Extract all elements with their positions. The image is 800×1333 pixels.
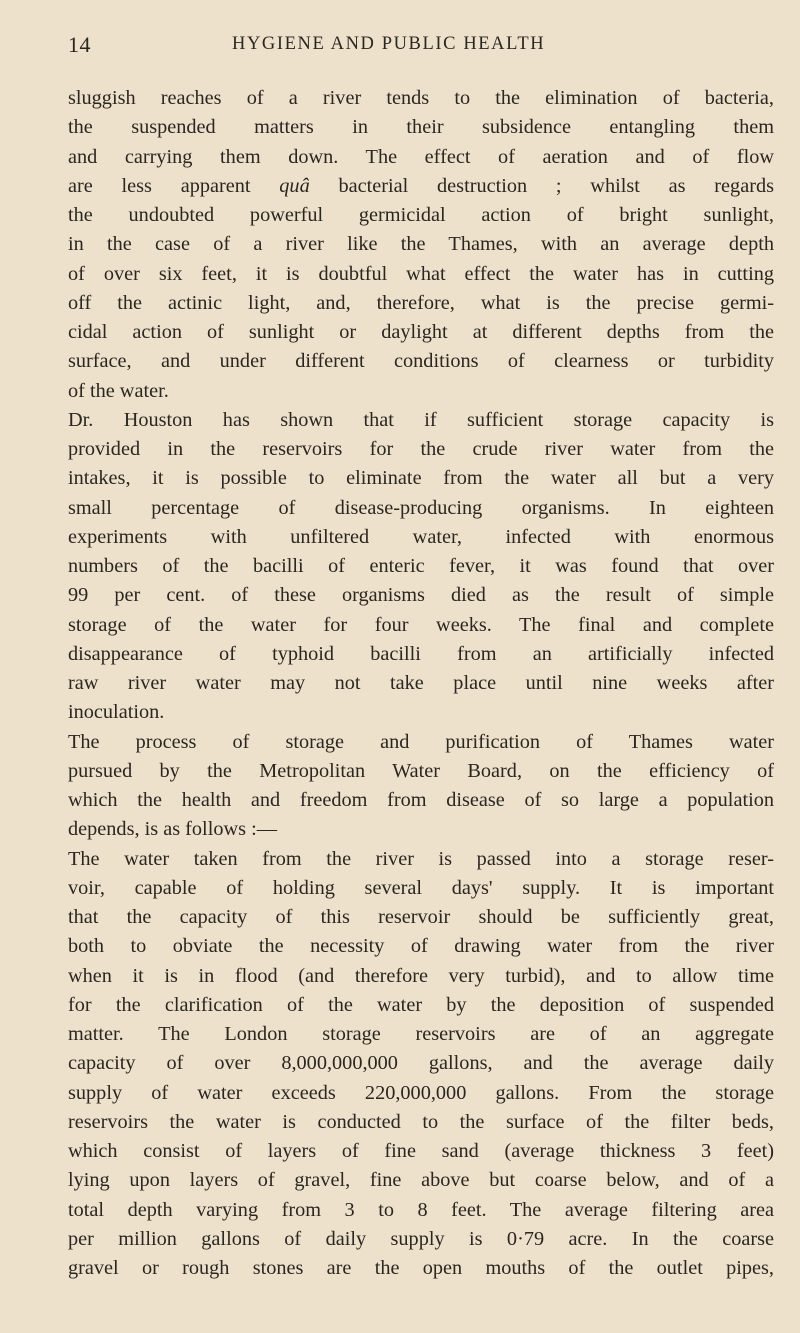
text-line: total depth varying from 3 to 8 feet. The average filtering area bbox=[68, 1198, 774, 1221]
text-line: intakes, it is possible to eliminate from the water all but a very bbox=[68, 467, 774, 490]
text-line: gravel or rough stones are the open mouths of the outlet pipes, bbox=[68, 1257, 774, 1279]
text-line: provided in the reservoirs for the crude river water from the bbox=[68, 438, 774, 460]
text-line: for the clarification of the water by the deposition of suspended bbox=[68, 993, 774, 1016]
text-line: supply of water exceeds 220,000,000 gallons. From the storage bbox=[68, 1081, 774, 1104]
text-line: cidal action of sunlight or daylight at different depths from the bbox=[68, 321, 774, 343]
paragraph-metropolitan-process bbox=[68, 728, 774, 845]
paragraph-houston-storage bbox=[68, 406, 774, 728]
text-line: surface, and under different conditions of clearness or turbidity bbox=[68, 350, 774, 373]
text-line: depends, is as follows :— bbox=[68, 818, 277, 841]
text-line: that the capacity of this reservoir should be sufficiently great, bbox=[68, 906, 774, 928]
text-line: 99 per cent. of these organisms died as the result of simple bbox=[68, 584, 774, 607]
text-line: sluggish reaches of a river tends to the elimination of bacteria, bbox=[68, 87, 774, 109]
text-line: of the water. bbox=[68, 379, 169, 402]
running-title: HYGIENE AND PUBLIC HEALTH bbox=[232, 34, 546, 54]
text-line: the undoubted powerful germicidal action of bright sunlight, bbox=[68, 204, 774, 226]
text-line: matter. The London storage reservoirs are of an aggregate bbox=[68, 1023, 774, 1045]
running-head bbox=[68, 30, 770, 64]
paragraph-storage-reservoir bbox=[68, 845, 774, 1284]
paragraph-bacteria-elimination bbox=[68, 84, 774, 406]
text-line: small percentage of disease-producing organisms. In eighteen bbox=[68, 496, 774, 519]
text-line: lying upon layers of gravel, fine above but coarse below, and of a bbox=[68, 1169, 774, 1192]
body-text bbox=[68, 84, 774, 1283]
text-line: The process of storage and purification of Thames water bbox=[68, 730, 774, 753]
text-line: inoculation. bbox=[68, 701, 165, 724]
text-line: storage of the water for four weeks. The final and complete bbox=[68, 613, 774, 636]
text-line: The water taken from the river is passed into a storage reser- bbox=[68, 847, 774, 870]
text-line: which the health and freedom from disease of so large a population bbox=[68, 789, 774, 811]
text-line: which consist of layers of fine sand (average thickness 3 feet) bbox=[68, 1140, 774, 1162]
italic-term: quâ bbox=[279, 174, 310, 197]
text-line: are less apparent quâ bacterial destruction ; whilst as regards bbox=[68, 174, 774, 197]
text-line: when it is in flood (and therefore very turbid), and to allow time bbox=[68, 964, 774, 987]
text-line: pursued by the Metropolitan Water Board, on the efficiency of bbox=[68, 759, 774, 782]
text-line: raw river water may not take place until nine weeks after bbox=[68, 672, 774, 694]
text-line: per million gallons of daily supply is 0·79 acre. In the coarse bbox=[68, 1227, 774, 1250]
text-line: the suspended matters in their subsidence entangling them bbox=[68, 116, 774, 139]
text-line: Dr. Houston has shown that if sufficient storage capacity is bbox=[68, 408, 774, 431]
text-line: of over six feet, it is doubtful what effect the water has in cutting bbox=[68, 262, 774, 285]
text-line: both to obviate the necessity of drawing water from the river bbox=[68, 935, 774, 958]
text-line: numbers of the bacilli of enteric fever, it was found that over bbox=[68, 555, 774, 577]
text-line: reservoirs the water is conducted to the surface of the filter beds, bbox=[68, 1110, 774, 1133]
page-number: 14 bbox=[68, 32, 91, 57]
text-line: disappearance of typhoid bacilli from an artificially infected bbox=[68, 642, 774, 665]
text-line: capacity of over 8,000,000,000 gallons, and the average daily bbox=[68, 1052, 774, 1075]
text-line: in the case of a river like the Thames, with an average depth bbox=[68, 233, 774, 256]
text-line: and carrying them down. The effect of aeration and of flow bbox=[68, 145, 774, 168]
text-line: off the actinic light, and, therefore, what is the precise germi- bbox=[68, 291, 774, 314]
text-line: voir, capable of holding several days' supply. It is important bbox=[68, 876, 774, 899]
text-line: experiments with unfiltered water, infected with enormous bbox=[68, 525, 774, 548]
